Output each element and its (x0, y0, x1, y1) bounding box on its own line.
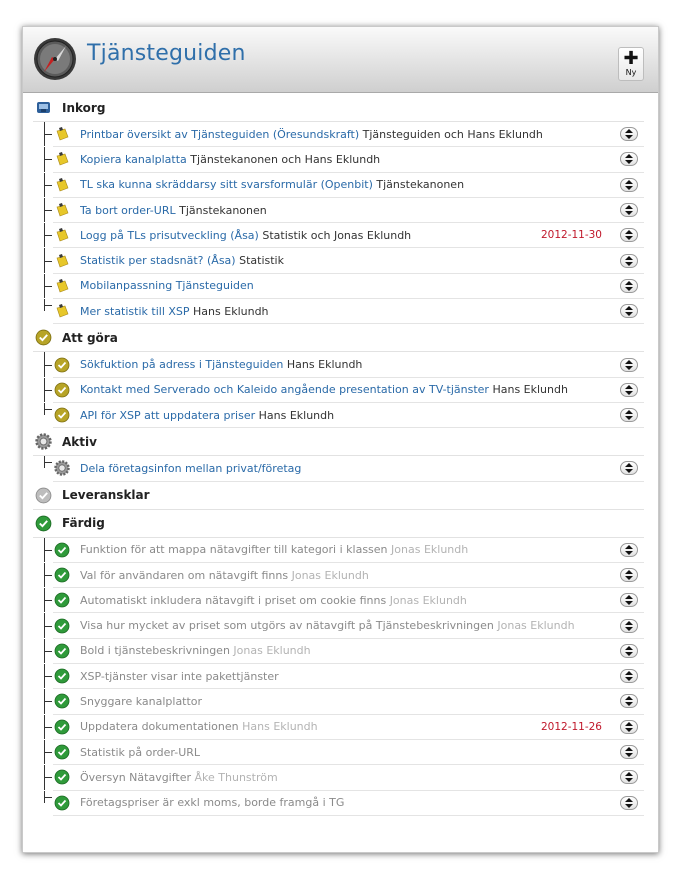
tree-connector (44, 122, 53, 146)
todo-icon (54, 357, 70, 373)
item-title-link[interactable]: Visa hur mycket av priset som utgörs av nätavgift på Tjänstebeskrivningen (80, 619, 494, 633)
item-title-link[interactable]: Funktion för att mappa nätavgifter till kategori i klassen (80, 543, 388, 557)
todo-icon (35, 329, 52, 346)
tree-connector (44, 765, 53, 789)
section-3 (33, 482, 644, 510)
list-item (53, 223, 644, 248)
item-text (80, 543, 644, 556)
item-owner: Hans Eklundh (242, 720, 318, 734)
list-item (53, 538, 644, 563)
tree-connector (44, 299, 53, 311)
item-owner: Tjänstekanonen och Hans Eklundh (190, 152, 381, 166)
list-item (53, 689, 644, 714)
list-item (53, 403, 644, 428)
done-icon (54, 668, 70, 684)
item-text (80, 695, 644, 708)
item-title-link[interactable]: Kontakt med Serverado och Kaleido angående presentation av TV-tjänster (80, 383, 489, 397)
item-title-link[interactable]: XSP-tjänster visar inte pakettjänster (80, 669, 279, 683)
item-title-link[interactable]: Översyn Nätavgifter (80, 770, 192, 784)
item-text (80, 644, 644, 657)
sort-handle-icon[interactable] (620, 543, 638, 557)
list-item (53, 198, 644, 223)
section-label: Att göra (62, 330, 118, 345)
list-item (53, 613, 644, 638)
sort-handle-icon[interactable] (620, 279, 638, 293)
note-icon (54, 278, 70, 294)
sort-handle-icon[interactable] (620, 644, 638, 658)
header (23, 27, 658, 93)
item-text (80, 204, 644, 217)
tree-connector (44, 538, 53, 562)
tree-connector (44, 248, 53, 272)
section-label: Leveransklar (62, 488, 150, 503)
section-label: Aktiv (62, 434, 97, 449)
item-title-link[interactable]: Företagspriser är exkl moms, borde framgå i TG (80, 796, 345, 810)
item-owner: Tjänstekanonen (179, 203, 267, 217)
list-item (53, 274, 644, 299)
done-icon (35, 515, 52, 532)
tree-connector (44, 198, 53, 222)
item-owner: Statistik (239, 254, 284, 268)
section-2 (33, 428, 644, 456)
item-owner: Jonas Eklundh (497, 619, 575, 633)
sort-handle-icon[interactable] (620, 745, 638, 759)
sort-handle-icon[interactable] (620, 383, 638, 397)
list-item (53, 639, 644, 664)
item-title-link[interactable]: API för XSP att uppdatera priser (80, 408, 256, 422)
due-date: 2012-11-26 (540, 720, 602, 733)
done-icon (54, 567, 70, 583)
item-text (80, 254, 644, 267)
app-window (22, 26, 659, 853)
item-title-link[interactable]: Val för användaren om nätavgift finns (80, 568, 289, 582)
done-icon (54, 592, 70, 608)
item-text (80, 462, 644, 475)
done-icon (54, 719, 70, 735)
item-text (80, 619, 644, 632)
list-item (53, 122, 644, 147)
tree-connector (44, 715, 53, 739)
sort-handle-icon[interactable] (620, 228, 638, 242)
due-date: 2012-11-30 (540, 229, 602, 242)
tree-connector (44, 378, 53, 402)
done-icon (54, 795, 70, 811)
tree-connector (44, 588, 53, 612)
section-label: Inkorg (62, 100, 106, 115)
sort-handle-icon[interactable] (620, 408, 638, 422)
tree-connector (44, 740, 53, 764)
tree-connector (44, 563, 53, 587)
tree-connector (44, 689, 53, 713)
tree-connector (44, 664, 53, 688)
sort-handle-icon[interactable] (620, 152, 638, 166)
item-title-link[interactable]: Kopiera kanalplatta (80, 152, 187, 166)
item-text (80, 746, 644, 759)
done-icon (54, 618, 70, 634)
sort-handle-icon[interactable] (620, 203, 638, 217)
tree-connector (44, 791, 53, 803)
item-title-link[interactable]: TL ska kunna skräddarsy sitt svarsformulär (Openbit) (80, 178, 373, 192)
item-title-link[interactable]: Automatiskt inkludera nätavgift i priset om cookie finns (80, 593, 387, 607)
todo-icon (54, 407, 70, 423)
sort-handle-icon[interactable] (620, 254, 638, 268)
note-icon (54, 126, 70, 142)
item-text (80, 358, 644, 371)
ready-icon (35, 487, 52, 504)
sort-handle-icon[interactable] (620, 127, 638, 141)
done-icon (54, 744, 70, 760)
sort-handle-icon[interactable] (620, 358, 638, 372)
inbox-icon (35, 99, 52, 116)
item-text (80, 670, 644, 683)
section-0 (33, 94, 644, 122)
todo-icon (54, 382, 70, 398)
page-title: Tjänsteguiden (87, 41, 246, 66)
item-title-link[interactable]: Ta bort order-URL (80, 203, 176, 217)
item-title-link[interactable]: Logg på TLs prisutveckling (Åsa) (80, 228, 259, 242)
sort-handle-icon[interactable] (620, 461, 638, 475)
tree-connector (44, 456, 53, 468)
item-owner: Hans Eklundh (193, 304, 269, 318)
item-text (80, 796, 644, 809)
list-item (53, 563, 644, 588)
item-title-link[interactable]: Bold i tjänstebeskrivningen (80, 644, 230, 658)
item-text (80, 279, 644, 292)
item-owner: Statistik och Jonas Eklundh (262, 228, 412, 242)
section-label: Färdig (62, 516, 105, 531)
list-item (53, 791, 644, 816)
task-list (23, 94, 658, 852)
tree-connector (44, 639, 53, 663)
item-owner: Jonas Eklundh (389, 593, 467, 607)
sort-handle-icon[interactable] (620, 694, 638, 708)
sort-handle-icon[interactable] (620, 720, 638, 734)
list-item (53, 664, 644, 689)
note-icon (54, 177, 70, 193)
sort-handle-icon[interactable] (620, 796, 638, 810)
list-item (53, 456, 644, 481)
gear-icon (35, 433, 52, 450)
tree-connector (44, 352, 53, 376)
tree-connector (44, 173, 53, 197)
note-icon (54, 227, 70, 243)
item-text (80, 178, 644, 191)
item-title-link[interactable]: Mobilanpassning Tjänsteguiden (80, 279, 254, 293)
sort-handle-icon[interactable] (620, 669, 638, 683)
item-title-link[interactable]: Dela företagsinfon mellan privat/företag (80, 461, 302, 475)
sort-handle-icon[interactable] (620, 178, 638, 192)
item-owner: Tjänsteguiden och Hans Eklundh (362, 127, 543, 141)
item-owner: Jonas Eklundh (291, 568, 369, 582)
sort-handle-icon[interactable] (620, 568, 638, 582)
item-title-link[interactable]: Statistik på order-URL (80, 745, 201, 759)
new-button[interactable] (618, 47, 644, 81)
list-item (53, 588, 644, 613)
item-title-link[interactable]: Mer statistik till XSP (80, 304, 190, 318)
list-item (53, 299, 644, 324)
item-owner: Hans Eklundh (492, 383, 568, 397)
compass-icon (33, 37, 77, 81)
tree-connector (44, 223, 53, 247)
list-item (53, 378, 644, 403)
item-text (80, 305, 644, 318)
list-item (53, 147, 644, 172)
list-item (53, 715, 644, 740)
item-text (80, 771, 644, 784)
list-item (53, 352, 644, 377)
done-icon (54, 693, 70, 709)
list-item (53, 248, 644, 273)
item-title-link[interactable]: Printbar översikt av Tjänsteguiden (Öresundskraft) (80, 127, 360, 141)
tree-connector (44, 147, 53, 171)
item-owner: Hans Eklundh (258, 408, 335, 422)
tree-connector (44, 403, 53, 415)
item-owner: Jonas Eklundh (233, 644, 311, 658)
tree-connector (44, 613, 53, 637)
item-title-link[interactable]: Uppdatera dokumentationen (80, 720, 239, 734)
gear-icon (54, 460, 70, 476)
done-icon (54, 643, 70, 659)
section-1 (33, 324, 644, 352)
item-text (80, 383, 644, 396)
item-text (80, 128, 644, 141)
item-text (80, 409, 644, 422)
sort-handle-icon[interactable] (620, 593, 638, 607)
item-title-link[interactable]: Statistik per stadsnät? (Åsa) (80, 254, 236, 268)
item-text (80, 594, 644, 607)
sort-handle-icon[interactable] (620, 619, 638, 633)
list-item (53, 740, 644, 765)
done-icon (54, 542, 70, 558)
sort-handle-icon[interactable] (620, 770, 638, 784)
item-owner: Åke Thunström (194, 770, 278, 784)
note-icon (54, 253, 70, 269)
item-owner: Hans Eklundh (286, 358, 363, 372)
note-icon (54, 151, 70, 167)
item-owner: Jonas Eklundh (391, 543, 469, 557)
plus-icon: ✚ (623, 48, 639, 69)
list-item (53, 765, 644, 790)
item-title-link[interactable]: Sökfuktion på adress i Tjänsteguiden (80, 358, 284, 372)
note-icon (54, 202, 70, 218)
section-4 (33, 510, 644, 538)
tree-connector (44, 274, 53, 298)
list-item (53, 173, 644, 198)
item-title-link[interactable]: Snyggare kanalplattor (80, 694, 203, 708)
new-button-label: Ny (625, 68, 637, 77)
item-text (80, 569, 644, 582)
sort-handle-icon[interactable] (620, 304, 638, 318)
item-owner: Tjänstekanonen (376, 178, 465, 192)
done-icon (54, 769, 70, 785)
note-icon (54, 303, 70, 319)
item-text (80, 153, 644, 166)
